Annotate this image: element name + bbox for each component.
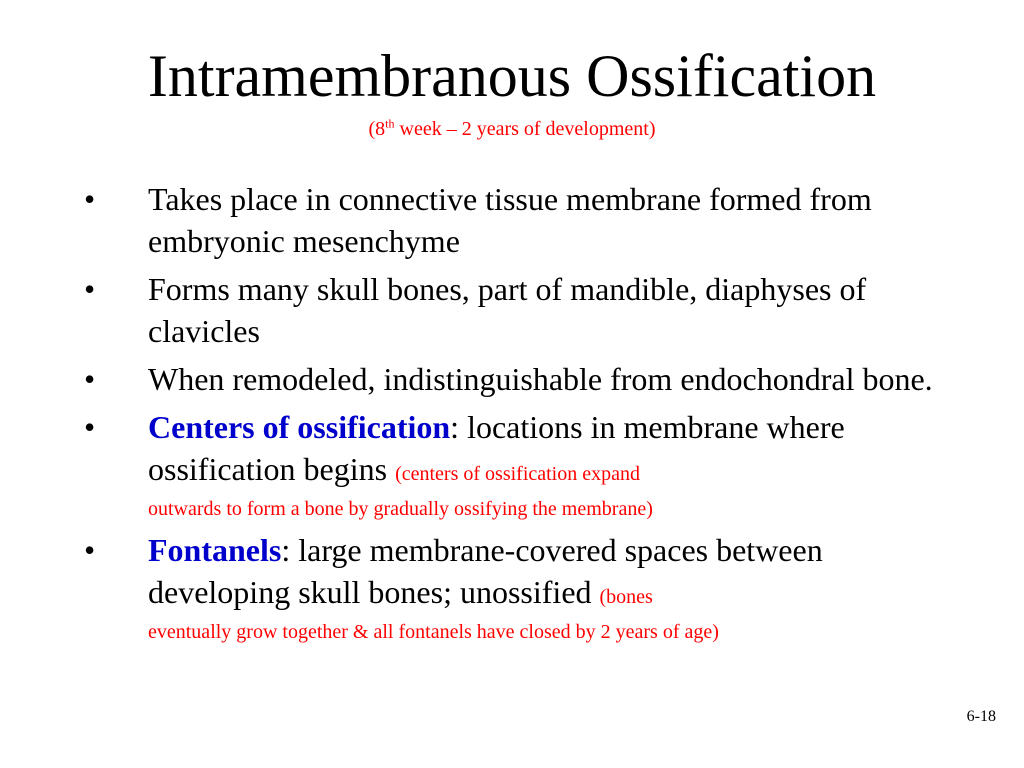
bullet-marker: • [84,532,96,568]
bullet-marker: • [84,271,96,307]
bullet-term: Centers of ossification [148,409,451,445]
bullet-item [84,178,944,262]
subtitle-rest: week – 2 years of development) [394,118,656,140]
bullet-text: When remodeled, indistinguishable from endochondral bone. [148,361,933,397]
bullet-term: Fontanels [148,532,282,568]
subtitle-open: (8 [368,118,386,140]
bullet-marker: • [84,409,96,445]
bullet-text: : large membrane-covered spaces between developing skull bones; unossified [148,532,823,610]
subtitle-superscript: th [385,116,395,131]
bullet-text: : locations in membrane where ossification begins [148,409,845,487]
bullet-note-continued: eventually grow together & all fontanels have closed by 2 years of age) [148,621,719,643]
slide-subtitle [0,116,1024,142]
bullet-item [84,529,944,646]
bullet-note: (bones [599,586,653,608]
bullet-item [84,406,944,523]
bullet-list [84,178,944,652]
bullet-item [84,268,944,352]
bullet-text: Takes place in connective tissue membrane formed from embryonic mesenchyme [148,181,872,259]
page-number: 6-18 [966,708,996,725]
bullet-item [84,358,944,400]
bullet-marker: • [84,361,96,397]
bullet-marker: • [84,181,96,217]
bullet-text: Forms many skull bones, part of mandible, diaphyses of clavicles [148,271,867,349]
slide-title: Intramembranous Ossification [147,43,877,109]
bullet-note: (centers of ossification expand [395,463,640,485]
bullet-note-continued: outwards to form a bone by gradually ossifying the membrane) [148,498,653,520]
